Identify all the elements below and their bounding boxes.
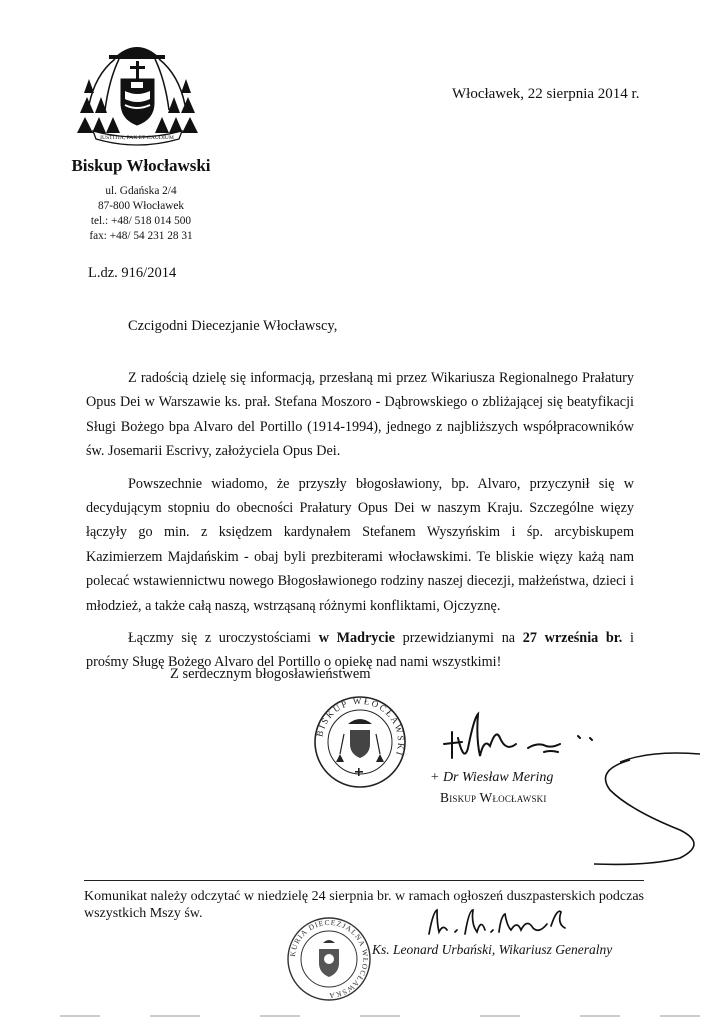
curia-seal-icon [285, 915, 373, 1003]
sender-address [66, 184, 216, 244]
sender-street: ul. Gdańska 2/4 [105, 185, 177, 197]
signer-role: Biskup Włocławski [440, 790, 547, 805]
seal-1-text: BISKUP WŁOCŁAWSKI [314, 695, 407, 759]
paragraph-3-part-1: Łączmy się z uroczystościami [128, 630, 319, 647]
paragraph-3-part-2: przewidzianymi na [394, 630, 523, 647]
motto-text: IUSTITIA, PAX ET GAUDIUM [100, 135, 174, 141]
sender-title: Biskup Włocławski [71, 156, 211, 175]
salutation: Czcigodni Diecezjanie Włocławscy, [128, 318, 338, 334]
bishop-signature-icon [440, 708, 600, 768]
announcement-note: Komunikat należy odczytać w niedzielę 24 sierpnia br. w ramach ogłoszeń duszpasterskich podczas wszystkich Mszy św. [84, 889, 644, 921]
signer-name: + Dr Wiesław Mering [430, 770, 554, 785]
paragraph-3-bold-2: 27 września br. [522, 630, 623, 647]
paragraph-3-bold-1: w Madrycie [318, 630, 395, 647]
coat-of-arms-icon [75, 35, 200, 147]
seal-2-text: KURIA DIECEZJALNA WŁOCŁAWSKA [288, 917, 371, 1001]
letter-date: Włocławek, 22 sierpnia 2014 r. [452, 86, 640, 102]
vicar-signature-line: Ks. Leonard Urbański, Wikariusz Generalny [372, 942, 613, 957]
bishop-seal-icon [312, 694, 408, 790]
sender-tel: tel.: +48/ 518 014 500 [90, 215, 192, 227]
sender-fax: fax: +48/ 54 231 28 31 [89, 230, 193, 242]
separator-line [84, 880, 644, 881]
pen-stroke-icon [590, 740, 715, 870]
letter-body [86, 366, 634, 683]
closing-line: Z serdecznym błogosławieństwem [170, 666, 371, 682]
page-edge-marks [60, 1012, 700, 1020]
paragraph-3-part-3: i prośmy Sługę Bożego Alvaro del Portillo o opiekę nad nami wszystkimi! [86, 630, 634, 671]
sender-city: 87-800 Włocławek [97, 200, 185, 212]
paragraph-2: Powszechnie wiadomo, że przyszły błogosławiony, bp. Alvaro, przyczynił się w decydującym stopniu do obecności Prałatury Opus Dei w naszym Kraju. Szczególne więzy łączyły go min. z księdzem kardynałem Stefanem Wyszyńskim i śp. arcybiskupem Kazimierzem Majdańskim - obaj byli prezbiterami włocławskimi. Te bliskie więzy każą nam polecać wstawiennictwu nowego Błogosławionego rodziny naszej diecezji, małżeństwa, dzieci i młodzież, a także całą naszą, wstrząsaną różnymi konfliktami, Ojczyznę. [86, 475, 634, 614]
vicar-signature-icon [425, 904, 575, 944]
reference-number: L.dz. 916/2014 [88, 265, 177, 281]
paragraph-1: Z radością dzielę się informacją, przesłaną mi przez Wikariusza Regionalnego Prałatury Opus Dei w Warszawie ks. prał. Stefana Moszoro - Dąbrowskiego o zbliżającej się beatyfikacji Sługi Bożego bpa Alvaro del Portillo (1914-1994), jednego z najbliższych współpracowników św. Josemarii Escrivy, założyciela Opus Dei. [86, 370, 634, 460]
